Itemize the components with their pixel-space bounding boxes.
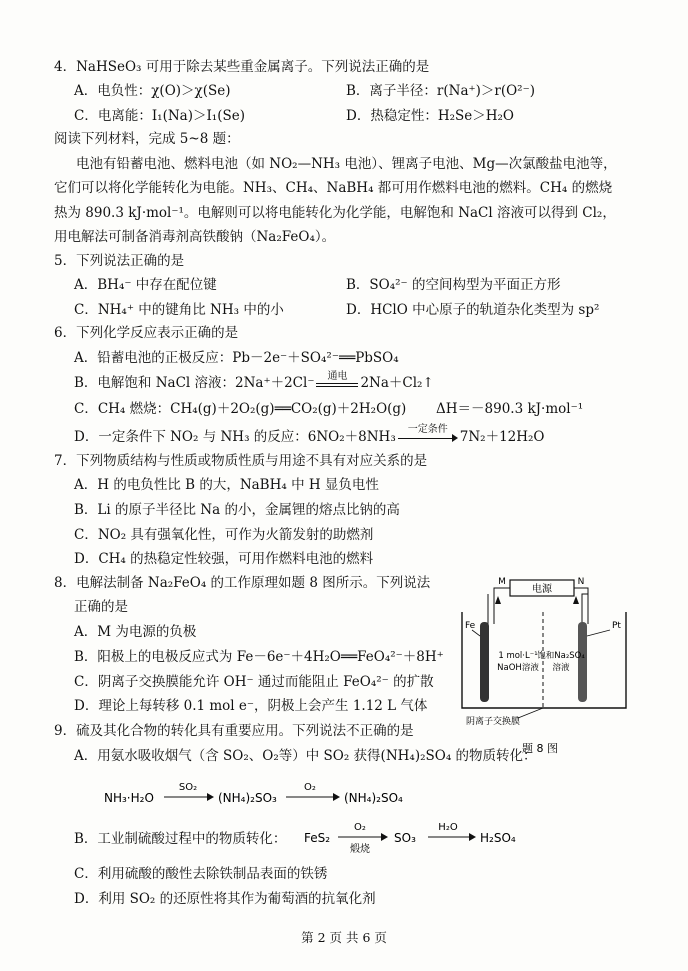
flow-b-species-2: SO₃ bbox=[394, 831, 416, 845]
q7-option-a: A．H 的电负性比 B 的大，NaBH₄ 中 H 显负电性 bbox=[74, 477, 379, 493]
reading-line-4: 用电解法可制备消毒剂高铁酸钠（Na₂FeO₄）。 bbox=[54, 229, 336, 245]
power-supply-label: 电源 bbox=[532, 584, 552, 595]
q6-d-products: 7N₂＋12H₂O bbox=[459, 429, 545, 445]
figure-caption: 题 8 图 bbox=[522, 742, 558, 755]
wire-arrow-left bbox=[495, 596, 501, 604]
q5-stem: 5．下列说法正确的是 bbox=[54, 253, 185, 269]
right-solution-line-2: 溶液 bbox=[552, 663, 570, 673]
fe-label-pointer bbox=[472, 630, 480, 636]
q4-option-b: B．离子半径：r(Na⁺)＞r(O²⁻) bbox=[346, 83, 535, 99]
membrane-label-pointer bbox=[518, 708, 543, 718]
q4-option-d: D．热稳定性：H₂Se＞H₂O bbox=[346, 108, 514, 124]
q6-option-c: C．CH₄ 燃烧：CH₄(g)＋2O₂(g)══CO₂(g)＋2H₂O(g) bbox=[74, 401, 407, 417]
q6-b-equals-sign bbox=[316, 383, 358, 387]
q6-b-condition-arrow bbox=[314, 371, 360, 392]
q8-option-b: B．阳极上的电极反应式为 Fe－6e⁻＋4H₂O══FeO₄²⁻＋8H⁺ bbox=[74, 649, 444, 665]
q6-d-condition: 一定条件 bbox=[407, 424, 448, 435]
q6-b-products: 2Na＋Cl₂↑ bbox=[360, 375, 434, 391]
q6-b-condition: 通电 bbox=[327, 371, 348, 382]
q8-option-c: C．阴离子交换膜能允许 OH⁻ 通过而能阻止 FeO₄²⁻ 的扩散 bbox=[74, 674, 434, 690]
wire-right bbox=[574, 588, 588, 624]
flow-a-species-1: NH₃·H₂O bbox=[104, 791, 154, 805]
flow-a-reagent-1: SO₂ bbox=[178, 782, 198, 793]
q6-option-b bbox=[74, 371, 434, 392]
q7-stem: 7．下列物质结构与性质或物质性质与用途不具有对应关系的是 bbox=[54, 453, 428, 469]
q8-option-a: A．M 为电源的负极 bbox=[74, 624, 197, 640]
left-solution-concentration: 1 mol·L⁻¹ bbox=[498, 651, 538, 661]
q8-stem-line-1: 8．电解法制备 Na₂FeO₄ 的工作原理如题 8 图所示。下列说法 bbox=[54, 575, 431, 591]
q8-option-d: D．理论上每转移 0.1 mol e⁻，阴极上会产生 1.12 L 气体 bbox=[74, 698, 428, 714]
q4-option-c: C．电离能：I₁(Na)＞I₁(Se) bbox=[74, 108, 245, 124]
flow-b-species-3: H₂SO₄ bbox=[480, 831, 516, 845]
q5-option-a: A．BH₄⁻ 中存在配位键 bbox=[74, 277, 217, 293]
flow-b-reagent-1: O₂ bbox=[354, 822, 366, 833]
q5-option-c: C．NH₄⁺ 中的键角比 NH₃ 中的小 bbox=[74, 302, 284, 318]
flow-a-arrow-1-head bbox=[207, 793, 214, 801]
q6-c-enthalpy: ΔH＝－890.3 kJ·mol⁻¹ bbox=[436, 401, 584, 417]
pt-label-pointer bbox=[587, 630, 610, 636]
terminal-n-label: N bbox=[577, 577, 585, 587]
flow-b-reagent-2: H₂O bbox=[438, 822, 458, 833]
reading-line-1: 电池有铅蓄电池、燃料电池（如 NO₂—NH₃ 电池）、锂离子电池、Mg—次氯酸盐电池等， bbox=[76, 156, 617, 172]
reading-line-3: 热为 890.3 kJ·mol⁻¹。电解则可以将电能转化为化学能，电解饱和 NaCl 溶液可以得到 Cl₂， bbox=[54, 205, 616, 221]
q8-stem-line-2: 正确的是 bbox=[74, 599, 128, 615]
q5-option-b: B．SO₄²⁻ 的空间构型为平面正方形 bbox=[346, 277, 561, 293]
q6-d-reactants: D．一定条件下 NO₂ 与 NH₃ 的反应：6NO₂＋8NH₃ bbox=[74, 429, 396, 445]
terminal-m-label: M bbox=[498, 577, 506, 587]
q9-stem: 9．硫及其化合物的转化具有重要应用。下列说法不正确的是 bbox=[54, 723, 414, 739]
q9-option-c: C．利用硫酸的酸性去除铁制品表面的铁锈 bbox=[74, 866, 328, 882]
q9-option-a: A．用氨水吸收烟气（含 SO₂、O₂等）中 SO₂ 获得(NH₄)₂SO₄ 的物质转化： bbox=[74, 748, 537, 764]
flow-b-condition-1: 煅烧 bbox=[350, 844, 370, 855]
pt-electrode bbox=[578, 622, 587, 702]
q4-stem: 4．NaHSeO₃ 可用于除去某些重金属离子。下列说法正确的是 bbox=[54, 59, 430, 75]
q6-b-reactants: B．电解饱和 NaCl 溶液：2Na⁺＋2Cl⁻ bbox=[74, 375, 315, 391]
q6-option-d bbox=[74, 424, 545, 446]
pt-electrode-label: Pt bbox=[612, 621, 621, 631]
q9-option-d: D．利用 SO₂ 的还原性将其作为葡萄酒的抗氧化剂 bbox=[74, 891, 376, 907]
reading-line-2: 它们可以将化学能转化为电能。NH₃、CH₄、NaBH₄ 都可用作燃料电池的燃料。CH₄ 的燃烧 bbox=[54, 180, 613, 196]
q6-d-arrow-head bbox=[452, 434, 458, 442]
flow-a-arrow-2-head bbox=[333, 793, 340, 801]
left-solution-name: NaOH溶液 bbox=[497, 663, 539, 673]
q6-d-condition-arrow bbox=[396, 424, 460, 446]
flow-b-species-1: FeS₂ bbox=[304, 831, 331, 845]
q6-d-arrow-line bbox=[398, 438, 454, 439]
q9-option-b: B．工业制硫酸过程中的物质转化： bbox=[74, 831, 287, 847]
electrolysis-cell-figure bbox=[458, 572, 636, 764]
wire-right-inner bbox=[582, 594, 588, 624]
q7-option-c: C．NO₂ 具有强氧化性，可作为火箭发射的助燃剂 bbox=[74, 527, 374, 543]
q4-option-a: A．电负性：χ(O)＞χ(Se) bbox=[74, 83, 231, 99]
q7-option-d: D．CH₄ 的热稳定性较强，可用作燃料电池的燃料 bbox=[74, 551, 374, 567]
flow-a-species-2: (NH₄)₂SO₃ bbox=[218, 791, 277, 805]
page-number-footer: 第 2 页 共 6 页 bbox=[301, 930, 387, 945]
q5-option-d: D．HClO 中心原子的轨道杂化类型为 sp² bbox=[346, 302, 600, 318]
membrane-label: 阴离子交换膜 bbox=[466, 717, 521, 727]
q6-option-a: A．铅蓄电池的正极反应：Pb－2e⁻＋SO₄²⁻══PbSO₄ bbox=[74, 350, 399, 366]
fe-electrode-label: Fe bbox=[465, 621, 476, 631]
q6-stem: 6．下列化学反应表示正确的是 bbox=[54, 325, 239, 341]
fe-electrode bbox=[480, 622, 489, 702]
right-solution-line-1: 饱和Na₂SO₄ bbox=[537, 651, 585, 661]
flow-a-reagent-2: O₂ bbox=[304, 782, 316, 793]
wire-arrow-right bbox=[573, 596, 579, 604]
q9-b-conversion-flow bbox=[304, 818, 534, 860]
flow-b-arrow-2-head bbox=[469, 833, 476, 841]
flow-a-species-3: (NH₄)₂SO₄ bbox=[344, 791, 403, 805]
reading-intro: 阅读下列材料，完成 5~8 题： bbox=[54, 131, 240, 147]
flow-b-arrow-1-head bbox=[381, 833, 388, 841]
wire-left bbox=[494, 588, 510, 624]
q9-a-conversion-flow bbox=[104, 776, 424, 816]
q7-option-b: B．Li 的原子半径比 Na 的小，金属锂的熔点比钠的高 bbox=[74, 502, 400, 518]
